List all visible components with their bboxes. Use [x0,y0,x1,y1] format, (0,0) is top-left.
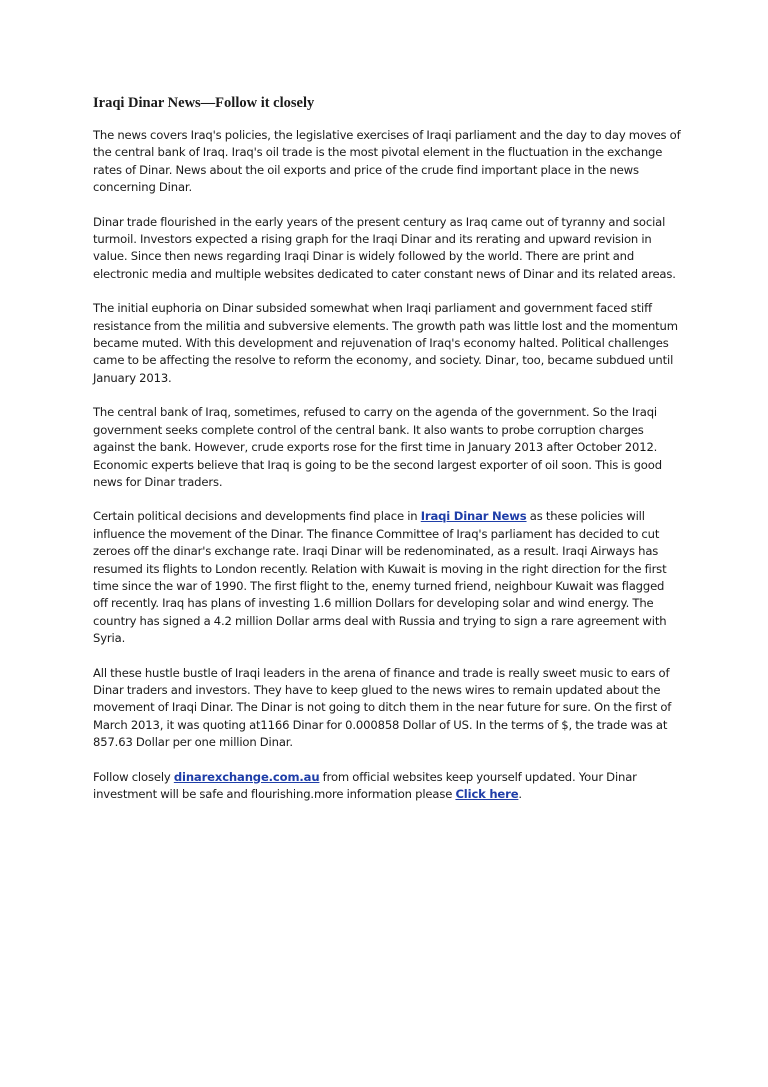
dinarexchange-link[interactable]: dinarexchange.com.au [173,769,320,784]
paragraph-7-text-end: . [518,787,522,801]
paragraph-4: The central bank of Iraq, sometimes, refused to carry on the agenda of the government. So the Iraqi government seeks complete control of the central bank. It also wants to probe corruption charges against the bank. However, crude exports rose for the first time in January 2013 after October 2012. Economic experts believe that Iraq is going to be the second largest exporter of oil soon. This is good news for Dinar traders. [93,405,662,489]
document-title: Iraqi Dinar News—Follow it closely [93,95,315,111]
paragraph-2: Dinar trade flourished in the early years of the present century as Iraq came out of tyranny and social turmoil. Investors expected a rising graph for the Iraqi Dinar and its rerating and upward revision in value. Since then news regarding Iraqi Dinar is widely followed by the world. There are print and electronic media and multiple websites dedicated to cater constant news of Dinar and its related areas. [93,214,676,281]
paragraph-7-text-middle: from official websites keep yourself updated. Your Dinar investment will be safe and flourishing.more information please [93,769,637,801]
iraqi-dinar-news-link[interactable]: Iraqi Dinar News [420,509,527,524]
paragraph-5-text-end: as these policies will influence the movement of the Dinar. The finance Committee of Iraq's parliament has decided to cut zeroes off the dinar's exchange rate. Iraqi Dinar will be redenominated, as a result. Iraqi Airways has resumed its flights to London recently. Relation with Kuwait is moving in the right direction for the first time since the war of 1990. The first flight to the, enemy turned friend, neighbour Kuwait was flagged off recently. Iraq has plans of investing 1.6 million Dollars for developing solar and wind energy. The country has signed a 4.2 million Dollar arms deal with Russia and trying to sign a rare agreement with Syria. [93,509,667,646]
paragraph-1: The news covers Iraq's policies, the legislative exercises of Iraqi parliament and the day to day moves of the central bank of Iraq. Iraq's oil trade is the most pivotal element in the fluctuation in the exchange rates of Dinar. News about the oil exports and price of the crude find important place in the news concerning Dinar. [93,128,681,195]
paragraph-5-text-start: Certain political decisions and developments find place in [93,509,421,524]
paragraph-6: All these hustle bustle of Iraqi leaders in the arena of finance and trade is really sweet music to ears of Dinar traders and investors. They have to keep glued to the news wires to remain updated about the movement of Iraqi Dinar. The Dinar is not going to ditch them in the near future for sure. On the first of March 2013, it was quoting at1166 Dinar for 0.000858 Dollar of US. In the terms of $, the trade was at 857.63 Dollar per one million Dinar. [93,665,672,750]
document-body [93,94,681,820]
paragraph-5 [93,508,681,647]
click-here-link[interactable]: Click here [455,787,519,801]
paragraph-3: The initial euphoria on Dinar subsided somewhat when Iraqi parliament and government faced stiff resistance from the militia and subversive elements. The growth path was little lost and the momentum became muted. With this development and rejuvenation of Iraq's economy halted. Political challenges came to be affecting the resolve to reform the economy, and society. Dinar, too, became subdued until January 2013. [93,301,678,385]
paragraph-7 [93,769,681,804]
paragraph-7-text-start: Follow closely [93,769,174,784]
